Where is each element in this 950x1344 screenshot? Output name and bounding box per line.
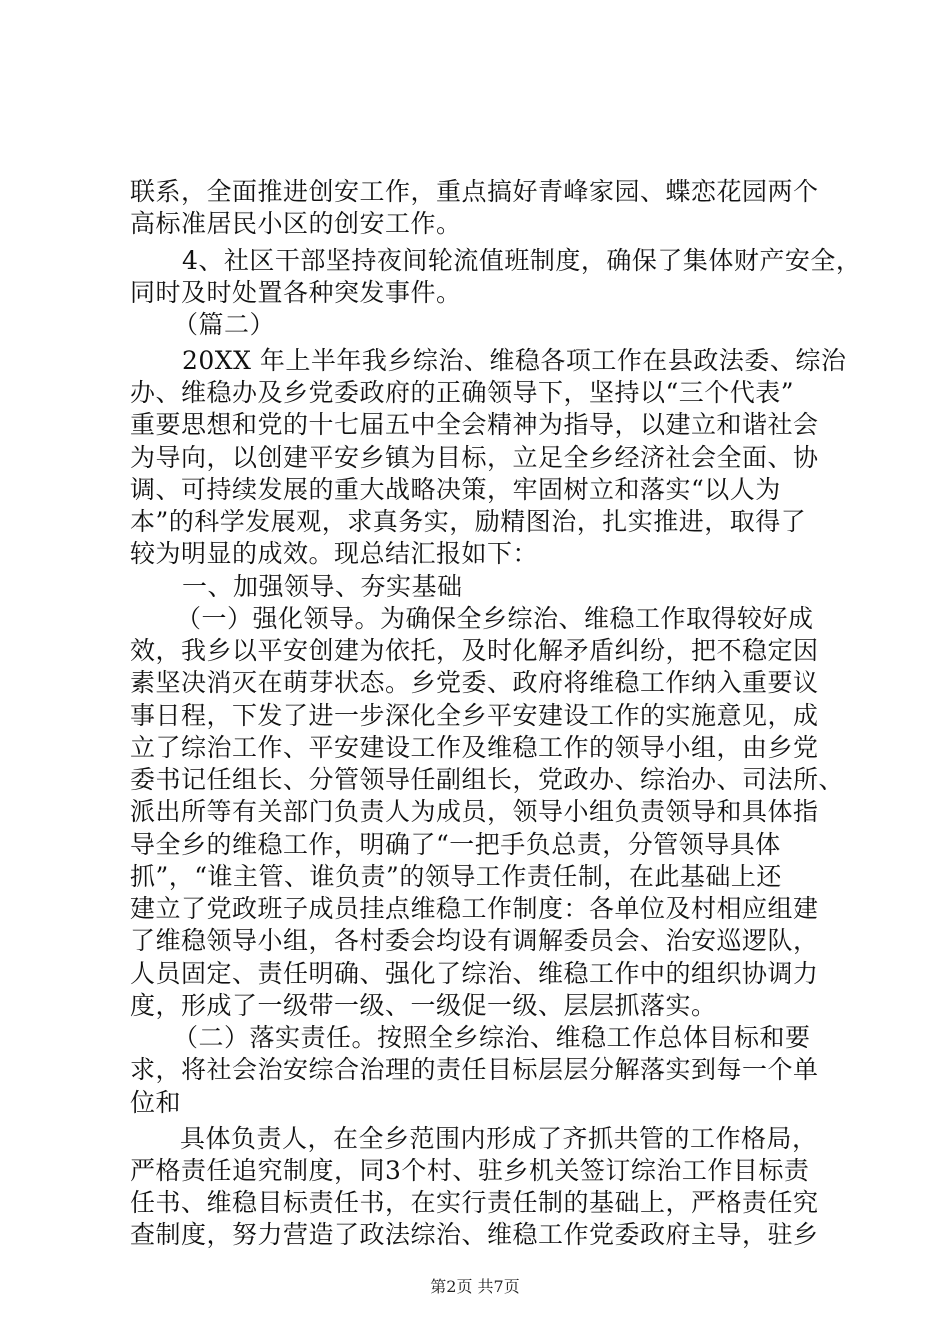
text-line: 同时及时处置各种突发事件。 bbox=[130, 278, 462, 307]
text-line: 任书、维稳目标责任书，在实行责任制的基础上，严格责任究 bbox=[130, 1188, 819, 1217]
text-line: 具体负责人，在全乡范围内形成了齐抓共管的工作格局， bbox=[180, 1124, 818, 1153]
text-line: 20XX 年上半年我乡综治、维稳各项工作在县政法委、综治 bbox=[182, 346, 847, 375]
text-line: 为导向，以创建平安乡镇为目标，立足全乡经济社会全面、协 bbox=[130, 443, 819, 472]
text-line: 导全乡的维稳工作，明确了“一把手负总责，分管领导具体 bbox=[130, 830, 781, 859]
section-heading: （篇二） bbox=[173, 310, 276, 339]
page-footer: 第2页 共7页 bbox=[430, 1277, 520, 1296]
text-line: 位和 bbox=[130, 1088, 182, 1117]
text-line: 重要思想和党的十七届五中全会精神为指导，以建立和谐社会 bbox=[130, 410, 819, 439]
text-line: 人员固定、责任明确、强化了综治、维稳工作中的组织协调力 bbox=[130, 959, 819, 988]
text-line: 度，形成了一级带一级、一级促一级、层层抓落实。 bbox=[130, 991, 717, 1020]
section-heading: 一、加强领导、夯实基础 bbox=[182, 572, 463, 601]
text-line: 联系，全面推进创安工作，重点搞好青峰家园、蝶恋花园两个 bbox=[130, 177, 819, 206]
text-line: 事日程，下发了进一步深化全乡平安建设工作的实施意见，成 bbox=[130, 701, 819, 730]
text-line: 调、可持续发展的重大战略决策，牢固树立和落实“以人为 bbox=[130, 475, 781, 504]
text-line: 查制度，努力营造了政法综治、维稳工作党委政府主导，驻乡 bbox=[130, 1220, 819, 1249]
text-line: （二）落实责任。按照全乡综治、维稳工作总体目标和要 bbox=[173, 1023, 811, 1052]
text-line: 高标准居民小区的创安工作。 bbox=[130, 209, 462, 238]
text-line: 立了综治工作、平安建设工作及维稳工作的领导小组，由乡党 bbox=[130, 733, 819, 762]
text-line: 较为明显的成效。现总结汇报如下： bbox=[130, 539, 539, 568]
text-line: 办、维稳办及乡党委政府的正确领导下，坚持以“三个代表” bbox=[130, 378, 795, 407]
text-line: 4、社区干部坚持夜间轮流值班制度，确保了集体财产安全， bbox=[182, 246, 862, 275]
text-line: 严格责任追究制度，同3个村、驻乡机关签订综治工作目标责 bbox=[130, 1156, 810, 1185]
text-line: （一）强化领导。为确保全乡综治、维稳工作取得较好成 bbox=[176, 604, 814, 633]
text-line: 派出所等有关部门负责人为成员，领导小组负责领导和具体指 bbox=[130, 797, 819, 826]
text-line: 委书记任组长、分管领导任副组长，党政办、综治办、司法所、 bbox=[130, 765, 845, 794]
text-line: 求，将社会治安综合治理的责任目标层层分解落实到每一个单 bbox=[130, 1055, 819, 1084]
text-line: 效，我乡以平安创建为依托，及时化解矛盾纠纷，把不稳定因 bbox=[130, 636, 819, 665]
text-line: 建立了党政班子成员挂点维稳工作制度：各单位及村相应组建 bbox=[130, 894, 819, 923]
text-line: 素坚决消灭在萌芽状态。乡党委、政府将维稳工作纳入重要议 bbox=[130, 668, 819, 697]
text-line: 了维稳领导小组，各村委会均设有调解委员会、治安巡逻队， bbox=[130, 926, 819, 955]
text-line: 本”的科学发展观，求真务实，励精图治，扎实推进，取得了 bbox=[130, 507, 807, 536]
text-line: 抓”，“谁主管、谁负责”的领导工作责任制，在此基础上还 bbox=[130, 862, 782, 891]
